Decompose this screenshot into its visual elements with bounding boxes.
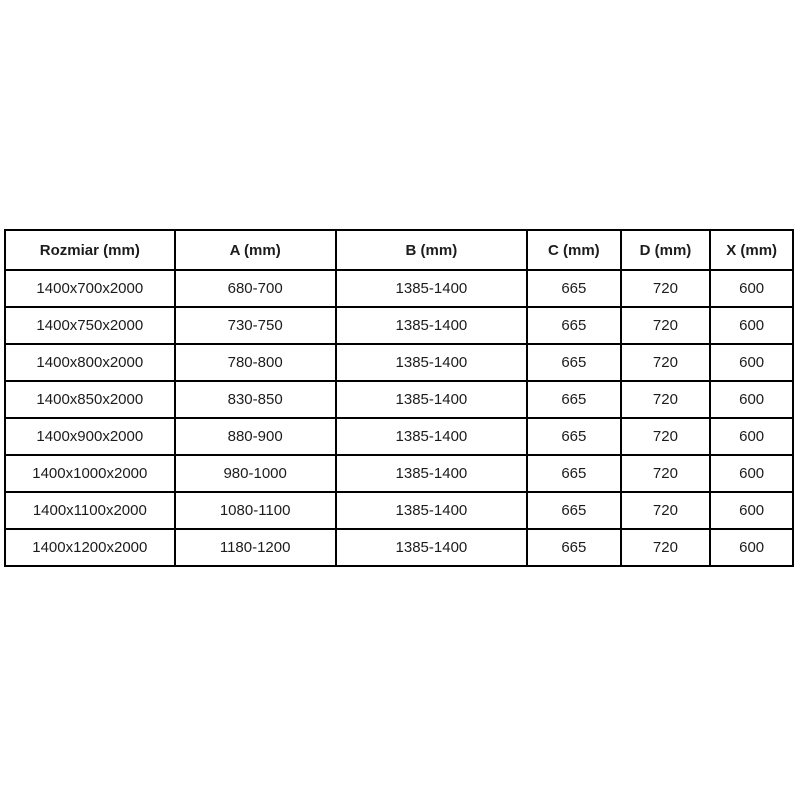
cell-rozmiar: 1400x700x2000 (5, 270, 175, 307)
cell-c: 665 (527, 529, 621, 566)
cell-rozmiar: 1400x750x2000 (5, 307, 175, 344)
column-header-a: A (mm) (175, 230, 336, 270)
cell-b: 1385-1400 (336, 381, 527, 418)
cell-a: 1080-1100 (175, 492, 336, 529)
cell-x: 600 (710, 344, 793, 381)
cell-d: 720 (621, 418, 711, 455)
cell-rozmiar: 1400x1200x2000 (5, 529, 175, 566)
cell-x: 600 (710, 270, 793, 307)
cell-a: 880-900 (175, 418, 336, 455)
cell-d: 720 (621, 270, 711, 307)
cell-a: 680-700 (175, 270, 336, 307)
column-header-c: C (mm) (527, 230, 621, 270)
cell-b: 1385-1400 (336, 344, 527, 381)
cell-b: 1385-1400 (336, 455, 527, 492)
cell-c: 665 (527, 270, 621, 307)
cell-x: 600 (710, 381, 793, 418)
cell-rozmiar: 1400x1100x2000 (5, 492, 175, 529)
column-header-d: D (mm) (621, 230, 711, 270)
table-row (5, 455, 793, 492)
table-row (5, 381, 793, 418)
table-row (5, 344, 793, 381)
cell-c: 665 (527, 307, 621, 344)
cell-rozmiar: 1400x800x2000 (5, 344, 175, 381)
cell-b: 1385-1400 (336, 270, 527, 307)
cell-b: 1385-1400 (336, 529, 527, 566)
cell-b: 1385-1400 (336, 418, 527, 455)
cell-b: 1385-1400 (336, 307, 527, 344)
dimensions-table (4, 229, 794, 567)
cell-rozmiar: 1400x850x2000 (5, 381, 175, 418)
header-row (5, 230, 793, 270)
cell-x: 600 (710, 455, 793, 492)
cell-x: 600 (710, 492, 793, 529)
table-row (5, 270, 793, 307)
column-header-x: X (mm) (710, 230, 793, 270)
cell-a: 1180-1200 (175, 529, 336, 566)
table-row (5, 307, 793, 344)
cell-a: 780-800 (175, 344, 336, 381)
cell-c: 665 (527, 418, 621, 455)
cell-b: 1385-1400 (336, 492, 527, 529)
cell-d: 720 (621, 344, 711, 381)
cell-c: 665 (527, 492, 621, 529)
cell-rozmiar: 1400x900x2000 (5, 418, 175, 455)
column-header-b: B (mm) (336, 230, 527, 270)
cell-d: 720 (621, 529, 711, 566)
cell-x: 600 (710, 529, 793, 566)
table-row (5, 529, 793, 566)
cell-c: 665 (527, 344, 621, 381)
cell-x: 600 (710, 418, 793, 455)
cell-d: 720 (621, 307, 711, 344)
cell-c: 665 (527, 381, 621, 418)
column-header-rozmiar: Rozmiar (mm) (5, 230, 175, 270)
cell-d: 720 (621, 492, 711, 529)
cell-c: 665 (527, 455, 621, 492)
cell-a: 980-1000 (175, 455, 336, 492)
cell-a: 830-850 (175, 381, 336, 418)
cell-d: 720 (621, 455, 711, 492)
cell-d: 720 (621, 381, 711, 418)
cell-x: 600 (710, 307, 793, 344)
table-row (5, 418, 793, 455)
cell-rozmiar: 1400x1000x2000 (5, 455, 175, 492)
cell-a: 730-750 (175, 307, 336, 344)
table-row (5, 492, 793, 529)
